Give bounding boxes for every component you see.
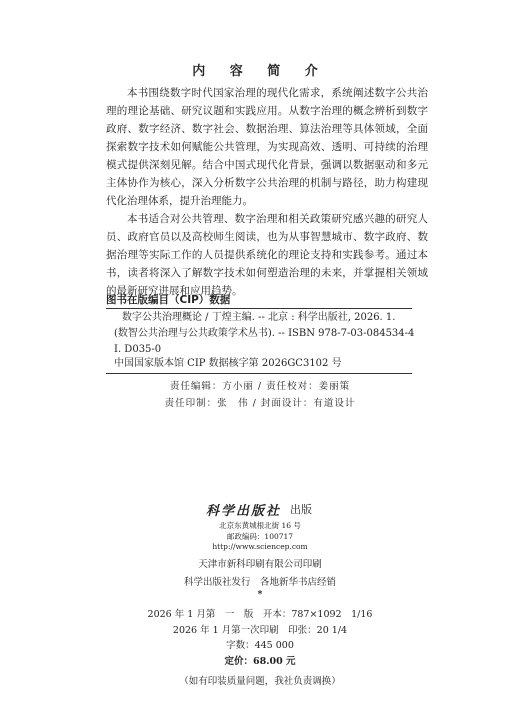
staff-production: 责任印制：张 伟 / 封面设计：有道设计 <box>164 398 356 409</box>
printing-line: 2026 年 1 月第一次印刷 印张：20 1/4 <box>172 625 348 636</box>
cip-line: 中国国家版本馆 CIP 数据核字第 2026GC3102 号 <box>114 358 342 369</box>
word-count: 字数：445 000 <box>226 640 294 651</box>
cip-top-rule <box>106 308 412 309</box>
publisher-website: http://www.sciencep.com <box>212 542 308 551</box>
publisher-logo: 科学出版社 <box>206 504 282 519</box>
publisher-postcode: 邮政编码：100717 <box>226 532 294 541</box>
publisher-address: 北京东黄城根北街 16 号 <box>219 521 301 530</box>
printer: 天津市新科印刷有限公司印刷 <box>198 559 322 570</box>
separator-star: * <box>257 589 263 600</box>
cip-bottom-rule <box>106 373 412 374</box>
edition-line: 2026 年 1 月第 一 版 开本：787×1092 1/16 <box>147 609 373 620</box>
cip-line: 数字公共治理概论 / 丁煌主编. -- 北京 : 科学出版社, 2026. 1. <box>122 312 396 323</box>
price: 定价：68.00 元 <box>224 656 296 667</box>
intro-text <box>106 84 428 300</box>
quality-notice: （如有印装质量问题，我社负责调换） <box>179 676 341 687</box>
intro-paragraph: 本书围绕数字时代国家治理的现代化需求，系统阐述数字公共治理的理论基础、研究议题和实践应用。从数字治理的概念辨析到数字政府、数字经济、数字社会、数据治理、算法治理等具体领域，全面探索数字技术如何赋能公共管理，为实现高效、透明、可持续的治理模式提供深刻见解。结合中国式现代化背景，强调以数据驱动和多元主体协作为核心，深入分析数字公共治理的机制与路径，助力构建现代化治理体系，提升治理能力。 <box>106 87 428 207</box>
cip-line: (数智公共治理与公共政策学术丛书). -- ISBN 978-7-03-084534-4 <box>114 328 415 339</box>
distribution: 科学出版社发行 各地新华书店经销 <box>183 577 336 588</box>
page-title: 内 容 简 介 <box>192 64 328 79</box>
cip-heading: 图书在版编目（CIP）数据 <box>106 294 231 306</box>
intro-paragraph: 本书适合对公共管理、数字治理和相关政策研究感兴趣的研究人员、政府官员以及高校师生阅读，也为从事智慧城市、数字政府、数据治理等实际工作的人员提供系统化的理论支持和实践参考。通过本书，读者将深入了解数字技术如何塑造治理的未来，并掌握相关领域的最新研究进展和应用趋势。 <box>106 213 428 297</box>
publish-word: 出版 <box>290 503 312 516</box>
cip-line: Ⅰ. D035-0 <box>114 344 162 355</box>
staff-editors: 责任编辑：方小丽 / 责任校对：姜丽策 <box>169 381 351 392</box>
